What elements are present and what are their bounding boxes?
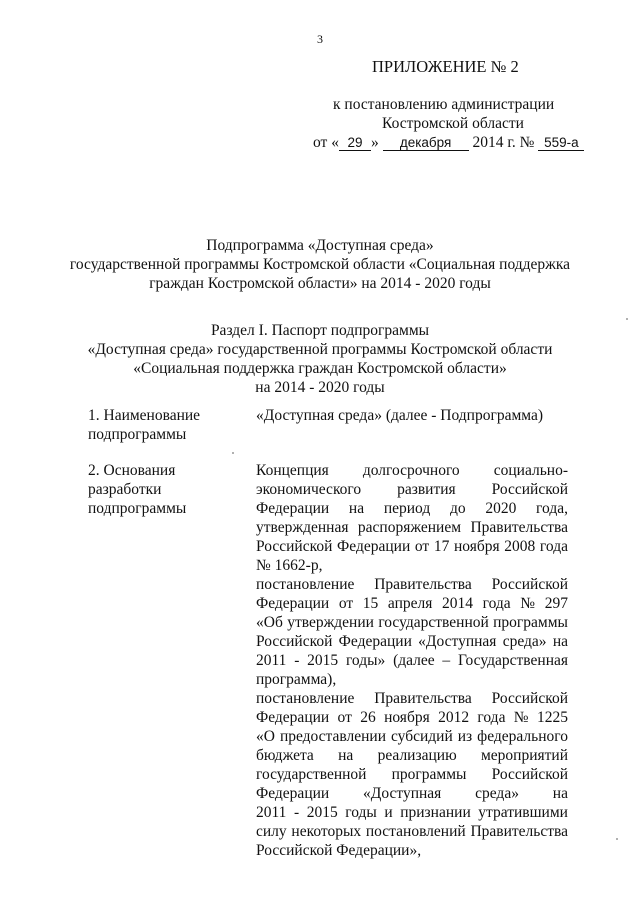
row-2-value-line [256,499,568,518]
row-2-value-line: программа), [256,671,337,688]
word: социально- [493,462,568,479]
word: года [482,595,511,612]
date-day: 29 [339,135,371,151]
row-1-label-line: 1. Наименование [88,407,201,424]
word: 17 [433,538,450,555]
word: долгосрочного [362,462,460,479]
word: Федерации [256,785,330,802]
word: экономического [256,481,362,498]
word: годы [345,804,377,821]
page-number: 3 [317,32,323,46]
word: из [457,728,473,745]
date-number: 559-а [538,135,584,151]
word: период [383,500,431,517]
word: годы» [345,652,386,669]
word: на [552,633,568,650]
word: федерального [477,728,568,745]
word: года [539,538,568,555]
appendix-date-line [313,133,584,152]
word: 2008 [504,538,536,555]
word: постановление [256,576,355,593]
row-2-value-line [256,746,568,765]
word: на [348,500,365,517]
scan-speck [616,838,618,840]
row-2-value-line [256,765,568,784]
word: Федерации [338,633,412,650]
word: 2015 [307,652,339,669]
word: реализацию [377,747,457,764]
word: Российской [256,633,333,650]
date-prefix: от « [313,134,339,151]
word: среда» [502,633,547,650]
word: Государственная [457,652,568,669]
row-1-value-line: «Доступная среда» (далее - Подпрограмма) [256,407,544,424]
appendix-title: ПРИЛОЖЕНИЕ № 2 [372,57,519,76]
word: программы [493,614,568,631]
row-2-value-line [256,480,568,499]
row-2-value-line [256,594,568,613]
section-heading [0,321,640,397]
section-line-1: Раздел I. Паспорт подпрограммы [210,322,430,339]
word: «Доступная [418,633,497,650]
row-2-value-line [256,651,568,670]
word: 15 [362,595,379,612]
row-2-value-line [256,518,568,537]
row-2-label-line: разработки [88,481,162,498]
appendix-line-2: Костромской области [382,115,524,132]
word: развития [397,481,456,498]
section-line-3: «Социальная поддержка граждан Костромской области» [133,360,507,377]
row-1-value [256,406,568,425]
row-2-value-line [256,822,568,841]
row-2-value-line [256,537,568,556]
word: Концепция [256,462,329,479]
word: от [414,538,430,555]
row-2-value-line [256,613,568,632]
word: – [442,652,451,669]
word: государственной [256,766,367,783]
word: апреля [387,595,433,612]
word: некоторых [291,823,362,840]
word: 26 [360,709,376,726]
word: 2011 [256,652,287,669]
word: года, [536,500,568,517]
word: ноября [384,709,430,726]
word: Правительства [470,519,568,536]
row-2-value-line: Российской Федерации», [256,842,422,859]
word: от [337,709,352,726]
word: до [449,500,466,517]
word: Правительства [374,576,472,593]
row-2-value [256,461,568,860]
word: от [338,595,354,612]
scan-speck [232,452,234,454]
title-line-3: граждан Костромской области» на 2014 - 2020 годы [149,275,491,292]
word: - [294,652,300,669]
word: 2015 [306,804,338,821]
word: утратившими [478,804,568,821]
row-2-value-line [256,727,568,746]
word: «Об [256,614,283,631]
date-year: 2014 г. № [472,134,535,151]
title-line-2: государственной программы Костромской области «Социальная поддержка [69,256,571,273]
word: предоставлении [279,728,387,745]
word: 2012 [438,709,470,726]
word: № [520,595,536,612]
section-line-2: «Доступная среда» государственной программы Костромской области [87,341,553,358]
word: 1225 [536,709,568,726]
word: постановлений [365,823,466,840]
word: (далее [393,652,435,669]
word: Федерации [256,709,330,726]
row-2-value-line [256,803,568,822]
title-line-1: Подпрограмма «Доступная среда» [206,237,434,254]
word: постановление [256,690,355,707]
row-2-value-line: № 1662-р, [256,557,323,574]
word: и [384,804,393,821]
word: 2020 [485,500,517,517]
date-quote-close: » [370,134,379,151]
row-2-label-line: 2. Основания [88,462,176,479]
word: программы [391,766,467,783]
row-2-value-line [256,708,568,727]
word: признании [400,804,471,821]
word: «О [256,728,275,745]
date-month: декабря [383,135,469,151]
word: Российской [491,690,568,707]
word: на [552,785,568,802]
word: утвержденная [256,519,349,536]
appendix-line-1: к постановлению администрации [333,96,555,113]
word: распоряжением [357,519,462,536]
word: Российской [491,766,568,783]
word: среда» [475,785,519,802]
word: ноября [453,538,500,555]
row-2-label-line: подпрограммы [88,500,187,517]
word: Российской [491,481,568,498]
word: № [513,709,529,726]
word: «Доступная [363,785,442,802]
word: мероприятий [480,747,568,764]
subprogram-title [0,236,640,293]
word: силу [256,823,287,840]
word: Правительства [374,690,472,707]
section-line-4: на 2014 - 2020 годы [255,379,385,396]
word: 2011 [256,804,287,821]
word: Правительства [470,823,568,840]
row-1-label [88,406,238,444]
scan-speck [626,318,628,320]
word: государственной [378,614,489,631]
word: - [293,804,300,821]
word: Российской [256,538,333,555]
word: года [477,709,506,726]
word: 2014 [442,595,473,612]
row-2-value-line [256,632,568,651]
word: Федерации [256,500,330,517]
word: Российской [491,576,568,593]
row-2-value-line [256,575,568,594]
word: Федерации [337,538,411,555]
word: субсидий [391,728,453,745]
word: бюджета [256,747,314,764]
word: Федерации [256,595,330,612]
word: 297 [544,595,568,612]
word: утверждении [287,614,374,631]
word: на [338,747,354,764]
row-1-label-line: подпрограммы [88,426,187,443]
row-2-value-line [256,784,568,803]
row-2-value-line [256,461,568,480]
row-2-value-line [256,689,568,708]
row-2-label [88,461,238,518]
